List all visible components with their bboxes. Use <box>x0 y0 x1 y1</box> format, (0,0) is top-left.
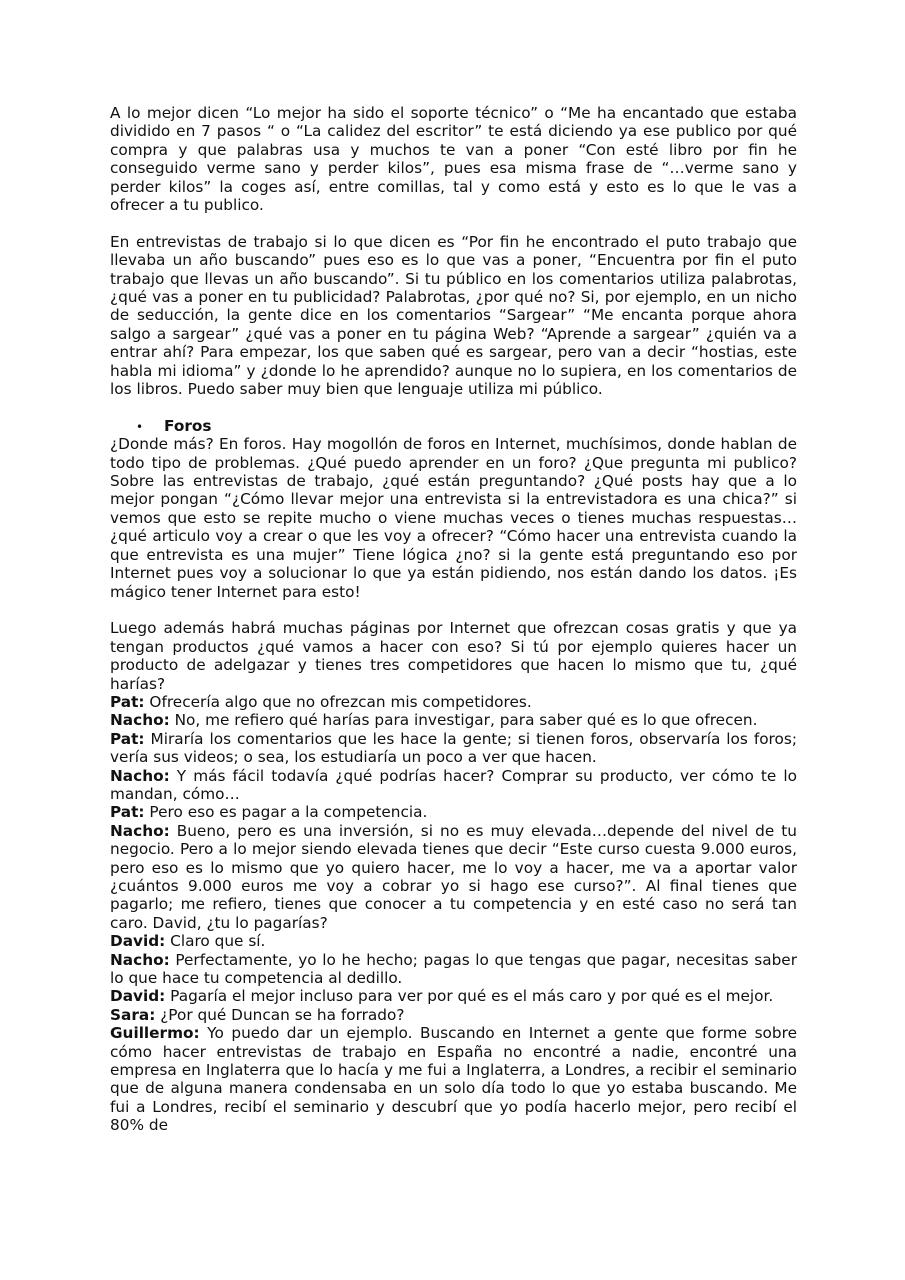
speaker-name: Nacho: <box>110 950 170 969</box>
dialogue-text: Perfectamente, yo lo he hecho; pagas lo que tengas que pagar, necesitas saber lo que hace tu competencia al dedillo. <box>110 950 797 988</box>
dialogue-line <box>110 951 797 988</box>
bullet-icon: • <box>136 419 144 434</box>
paragraph-forums: ¿Donde más? En foros. Hay mogollón de foros en Internet, muchísimos, donde hablan de todo tipo de problemas. ¿Qué puedo aprender en un foro? ¿Que pregunta mi publico? Sobre las entrevistas de trabajo, ¿qué están preguntando? ¿Qué posts hay que a lo mejor pongan “¿Cómo llevar mejor una entrevista si la entrevistadora es una chica?” si vemos que esto se repite mucho o viene muchas veces o tienes muchas respuestas… ¿qué articulo voy a crear o que les voy a ofrecer? “Cómo hacer una entrevista cuando la que entrevista es una mujer” Tiene lógica ¿no? si la gente está preguntando eso por Internet pues voy a solucionar lo que ya están pidiendo, nos están dando los datos. ¡Es mágico tener Internet para esto! <box>110 435 797 601</box>
speaker-name: Nacho: <box>110 711 170 730</box>
dialogue-line <box>110 987 797 1005</box>
dialogue-text: Miraría los comentarios que les hace la gente; si tienen foros, observaría los foros; vería sus videos; o sea, los estudiaría un poco a ver que hacen. <box>110 729 797 767</box>
dialogue-text: Yo puedo dar un ejemplo. Buscando en Internet a gente que forme sobre cómo hacer entrevistas de trabajo en España no encontré a nadie, encontré una empresa en Inglaterra que lo hacía y me fui a Inglaterra, a Londres, a recibir el seminario que de alguna manera condensaba en un solo día todo lo que yo estaba buscando. Me fui a Londres, recibí el seminario y descubrí que yo podía hacerlo mejor, pero recibí el 80% de <box>110 1024 797 1135</box>
paragraph-gap <box>110 601 797 619</box>
speaker-name: Sara: <box>110 1005 156 1024</box>
dialogue-text: Y más fácil todavía ¿qué podrías hacer? Comprar su producto, ver cómo te lo mandan, cómo… <box>110 766 797 803</box>
dialogue-text: Bueno, pero es una inversión, si no es muy elevada…depende del nivel de tu negocio. Pero a lo mejor siendo elevada tienes que decir “Este curso cuesta 9.000 euros, pero eso es lo mismo que yo quiero hacer, me lo voy a hacer, me va a aportar valor ¿cuántos 9.000 euros me voy a cobrar yo si hago ese curso?”. Al final tienes que pagarlo; me refiero, tienes que conocer a tu competencia y en esté caso no será tan caro. David, ¿tu lo pagarías? <box>110 821 797 932</box>
dialogue-line <box>110 693 797 711</box>
dialogue-line <box>110 822 797 932</box>
paragraph-reviews: A lo mejor dicen “Lo mejor ha sido el soporte técnico” o “Me ha encantado que estaba dividido en 7 pasos “ o “La calidez del escritor” te está diciendo ya ese publico por qué compra y que palabras usa y muchos te van a poner “Con esté libro por fin he conseguido verme sano y perder kilos”, pues esa misma frase de “…verme sano y perder kilos” la coges así, entre comillas, tal y como está y esto es lo que le vas a ofrecer a tu publico. <box>110 104 797 215</box>
bullet-label: Foros <box>164 416 212 435</box>
speaker-name: David: <box>110 932 166 951</box>
dialogue-line <box>110 1024 797 1134</box>
dialogue-text: No, me refiero qué harías para investigar, para saber qué es lo que ofrecen. <box>169 711 758 730</box>
dialogue <box>110 693 797 1135</box>
paragraph-job-interviews: En entrevistas de trabajo si lo que dicen es “Por fin he encontrado el puto trabajo que llevaba un año buscando” pues eso es lo que vas a poner, “Encuentra por fin el puto trabajo que llevas un año buscando”. Si tu público en los comentarios utiliza palabrotas, ¿qué vas a poner en tu publicidad? Palabrotas, ¿por qué no? Si, por ejemplo, en un nicho de seducción, la gente dice en los comentarios “Sargear” “Me encanta porque ahora salgo a sargear” ¿qué vas a poner en tu página Web? “Aprende a sargear” ¿quién va a entrar ahí? Para empezar, los que saben qué es sargear, pero van a decir “hostias, este habla mi idioma” y ¿donde lo he aprendido? aunque no lo supiera, en los comentarios de los libros. Puedo saber muy bien que lenguaje utiliza mi público. <box>110 232 797 399</box>
bullet-item-foros <box>110 417 797 435</box>
dialogue-text: ¿Por qué Duncan se ha forrado? <box>155 1005 405 1024</box>
speaker-name: Nacho: <box>110 766 170 785</box>
dialogue-text: Claro que sí. <box>165 932 266 951</box>
speaker-name: Nacho: <box>110 821 170 840</box>
dialogue-line <box>110 767 797 804</box>
paragraph-gap <box>110 214 797 232</box>
dialogue-line <box>110 1006 797 1024</box>
dialogue-text: Pagaría el mejor incluso para ver por qué es el más caro y por qué es el mejor. <box>165 987 774 1006</box>
paragraph-competitors: Luego además habrá muchas páginas por Internet que ofrezcan cosas gratis y que ya tengan productos ¿qué vamos a hacer con eso? Si tú por ejemplo quieres hacer un producto de adelgazar y tienes tres competidores que hacen lo mismo que tu, ¿qué harías? <box>110 619 797 693</box>
speaker-name: Guillermo: <box>110 1024 200 1043</box>
dialogue-text: Pero eso es pagar a la competencia. <box>144 803 428 822</box>
speaker-name: David: <box>110 987 166 1006</box>
dialogue-text: Ofrecería algo que no ofrezcan mis competidores. <box>144 692 532 711</box>
dialogue-line <box>110 803 797 821</box>
dialogue-line <box>110 711 797 729</box>
speaker-name: Pat: <box>110 692 145 711</box>
paragraph-gap <box>110 398 797 416</box>
speaker-name: Pat: <box>110 803 145 822</box>
speaker-name: Pat: <box>110 729 145 748</box>
dialogue-line <box>110 730 797 767</box>
dialogue-line <box>110 932 797 950</box>
